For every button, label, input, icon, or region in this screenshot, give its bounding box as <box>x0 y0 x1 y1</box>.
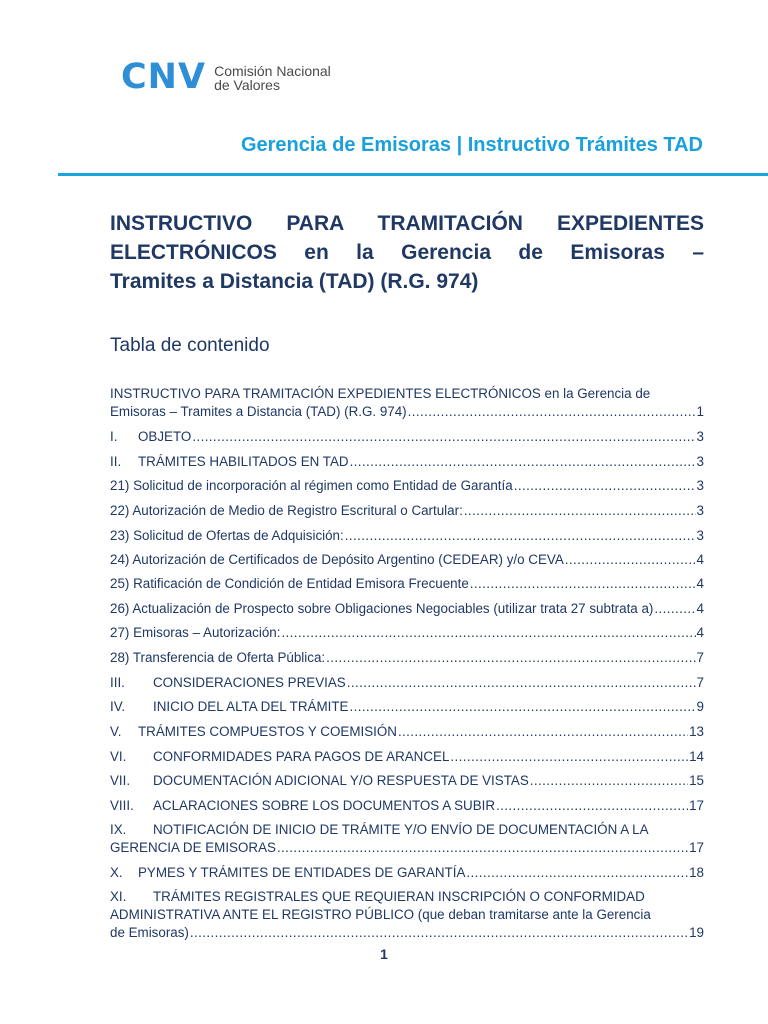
header-title: Gerencia de Emisoras | Instructivo Trámites TAD <box>240 134 703 156</box>
toc-entry-text: 25) Ratificación de Condición de Entidad Emisora Frecuente <box>110 576 469 591</box>
toc-entry-text: INSTRUCTIVO PARA TRAMITACIÓN EXPEDIENTES ELECTRÓNICOS en la Gerencia de <box>110 386 651 401</box>
toc-entry-number: VIII. <box>110 798 134 813</box>
document-title <box>110 209 704 296</box>
toc-page-number: 9 <box>696 699 704 714</box>
toc-page-number: 3 <box>696 478 704 493</box>
toc-leader <box>326 649 695 667</box>
toc-entry[interactable] <box>110 477 704 495</box>
toc-leader <box>408 403 696 421</box>
toc-leader <box>530 772 688 790</box>
toc-leader <box>496 797 688 815</box>
toc-entry[interactable] <box>110 575 704 593</box>
toc-entry[interactable] <box>110 600 704 618</box>
toc-entry-text: 28) Transferencia de Oferta Pública: <box>110 650 326 665</box>
toc-entry[interactable] <box>110 527 704 545</box>
toc-page-number: 4 <box>696 552 704 567</box>
toc-entry-text: TRÁMITES HABILITADOS EN TAD <box>138 454 349 469</box>
toc-entry-number: VI. <box>110 749 127 764</box>
toc-leader <box>349 698 695 716</box>
toc-entry-text: DOCUMENTACIÓN ADICIONAL Y/O RESPUESTA DE VISTAS <box>153 773 529 788</box>
page-number: 1 <box>380 946 388 962</box>
toc-entry[interactable] <box>110 428 704 446</box>
toc-entry-text: de Emisoras) <box>110 925 189 940</box>
toc-entry-number: I. <box>110 429 118 444</box>
toc-leader <box>470 575 696 593</box>
toc-leader <box>398 723 688 741</box>
toc-page-number: 3 <box>696 528 704 543</box>
toc-entry-number: XI. <box>110 889 127 904</box>
toc-entry-number: VII. <box>110 773 131 788</box>
toc-entry[interactable] <box>110 649 704 667</box>
toc-leader <box>277 839 688 857</box>
logo-line-2: de Valores <box>214 76 280 93</box>
toc-leader <box>654 600 695 618</box>
toc-page-number: 3 <box>696 454 704 469</box>
toc-entry[interactable] <box>110 864 704 882</box>
toc-leader <box>565 551 696 569</box>
toc-page-number: 4 <box>696 576 704 591</box>
toc-page-number: 17 <box>689 840 704 855</box>
toc-entry[interactable] <box>110 698 704 716</box>
toc-entry-text: INICIO DEL ALTA DEL TRÁMITE <box>153 699 349 714</box>
toc-leader <box>350 453 696 471</box>
toc-entry-number: X. <box>110 865 123 880</box>
toc-page-number: 4 <box>696 625 704 640</box>
toc-leader <box>514 477 696 495</box>
toc-leader <box>347 674 696 692</box>
toc-page-number: 1 <box>696 404 704 419</box>
toc-leader <box>190 924 688 942</box>
logo-mark: CNV <box>121 57 207 97</box>
toc-entry-text: NOTIFICACIÓN DE INICIO DE TRÁMITE Y/O ENVÍO DE DOCUMENTACIÓN A LA <box>153 822 649 837</box>
toc-entry-text: GERENCIA DE EMISORAS <box>110 840 276 855</box>
toc-page-number: 17 <box>689 798 704 813</box>
toc-entry-text: CONSIDERACIONES PREVIAS <box>153 675 346 690</box>
toc-leader <box>192 428 695 446</box>
cnv-logo <box>121 57 331 97</box>
toc-page-number: 7 <box>696 650 704 665</box>
toc-entry-text: PYMES Y TRÁMITES DE ENTIDADES DE GARANTÍA <box>138 865 466 880</box>
toc-page-number: 18 <box>689 865 704 880</box>
toc-entry-text: 26) Actualización de Prospecto sobre Obligaciones Negociables (utilizar trata 27 subtrata a) <box>110 601 654 616</box>
toc-page-number: 19 <box>689 925 704 940</box>
toc-entry-number: V. <box>110 724 122 739</box>
toc-page-number: 3 <box>696 503 704 518</box>
toc-entry-text: TRÁMITES COMPUESTOS Y COEMISIÓN <box>138 724 397 739</box>
toc-entry-text: 22) Autorización de Medio de Registro Escritural o Cartular: <box>110 503 463 518</box>
toc-entry[interactable] <box>110 748 704 766</box>
toc-entry-text: 24) Autorización de Certificados de Depósito Argentino (CEDEAR) y/o CEVA <box>110 552 564 567</box>
toc-entry-text: ADMINISTRATIVA ANTE EL REGISTRO PÚBLICO (que deban tramitarse ante la Gerencia <box>110 907 651 922</box>
document-title-line: ELECTRÓNICOS en la Gerencia de Emisoras – <box>110 241 704 264</box>
toc-entry[interactable] <box>110 888 704 942</box>
document-title-line: INSTRUCTIVO PARA TRAMITACIÓN EXPEDIENTES <box>110 212 704 235</box>
toc-leader <box>466 864 688 882</box>
toc-heading: Tabla de contenido <box>110 335 270 356</box>
toc-entry-text: Emisoras – Tramites a Distancia (TAD) (R.G. 974) <box>110 404 407 419</box>
toc-entry-text: CONFORMIDADES PARA PAGOS DE ARANCEL <box>153 749 450 764</box>
header-divider <box>58 173 768 176</box>
toc-page-number: 14 <box>689 749 704 764</box>
logo-line-1: Comisión Nacional <box>214 62 331 79</box>
toc-entry-number: II. <box>110 454 122 469</box>
toc-entry[interactable] <box>110 797 704 815</box>
toc-entry-text: ACLARACIONES SOBRE LOS DOCUMENTOS A SUBIR <box>153 798 496 813</box>
toc-entry[interactable] <box>110 502 704 520</box>
logo-text <box>214 64 331 92</box>
toc-page-number: 15 <box>689 773 704 788</box>
toc-page-number: 3 <box>696 429 704 444</box>
toc-entry-text: OBJETO <box>138 429 192 444</box>
toc-entry[interactable] <box>110 674 704 692</box>
toc-page-number: 13 <box>689 724 704 739</box>
toc-leader <box>450 748 688 766</box>
toc-page-number: 7 <box>696 675 704 690</box>
toc-entry[interactable] <box>110 385 704 421</box>
toc-leader <box>464 502 696 520</box>
toc-entry[interactable] <box>110 453 704 471</box>
toc-leader <box>281 624 695 642</box>
toc-entry-text: TRÁMITES REGISTRALES QUE REQUIERAN INSCRIPCIÓN O CONFORMIDAD <box>153 889 645 904</box>
toc-entry-text: 23) Solicitud de Ofertas de Adquisición: <box>110 528 344 543</box>
toc-page-number: 4 <box>696 601 704 616</box>
toc-entry-number: III. <box>110 675 125 690</box>
document-title-line: Tramites a Distancia (TAD) (R.G. 974) <box>110 270 479 293</box>
toc-entry-text: 21) Solicitud de incorporación al régimen como Entidad de Garantía <box>110 478 513 493</box>
toc-entry-number: IX. <box>110 822 127 837</box>
toc-entry-text: 27) Emisoras – Autorización: <box>110 625 281 640</box>
toc-leader <box>345 527 696 545</box>
toc-entry[interactable] <box>110 551 704 569</box>
toc-entry-number: IV. <box>110 699 126 714</box>
toc-entry[interactable] <box>110 821 704 857</box>
toc-entry[interactable] <box>110 624 704 642</box>
toc-entry[interactable] <box>110 723 704 741</box>
toc-entry[interactable] <box>110 772 704 790</box>
